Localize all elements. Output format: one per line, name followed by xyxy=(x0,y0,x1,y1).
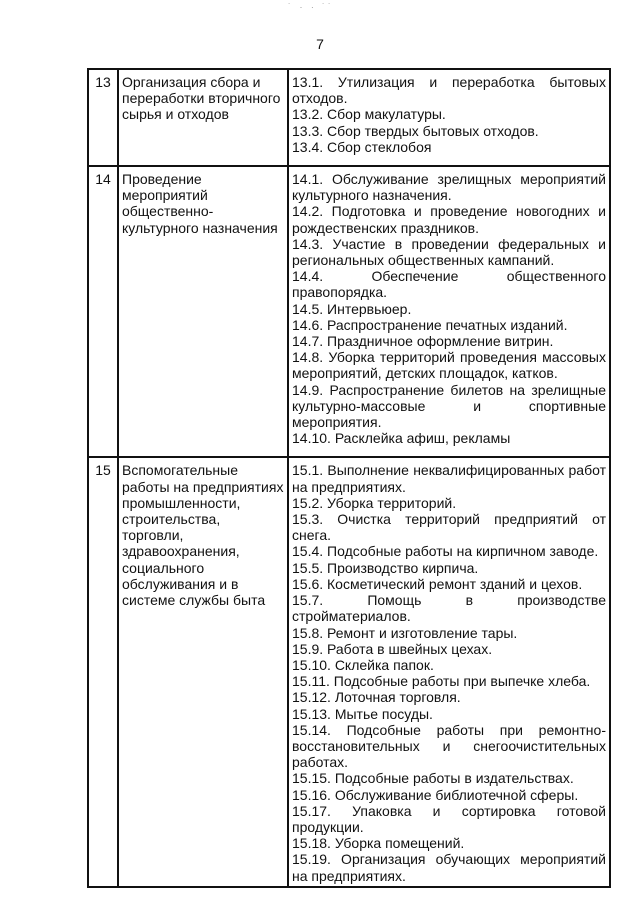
list-item: 15.19. Организация обучающих мероприятий на предприятиях. xyxy=(292,851,606,884)
list-item: 15.9. Работа в швейных цехах. xyxy=(292,640,493,657)
list-item: 13.3. Сбор твердых бытовых отходов. xyxy=(292,122,539,139)
list-item: 15.8. Ремонт и изготовление тары. xyxy=(292,624,518,641)
row-title: Организация сбора и переработки вторичного сырья и отходов xyxy=(118,69,288,166)
row-items xyxy=(288,166,610,457)
list-item: 14.10. Расклейка афиш, рекламы xyxy=(292,430,511,447)
list-item: 15.13. Мытье посуды. xyxy=(292,705,433,722)
table-row xyxy=(88,457,610,886)
cell-padding xyxy=(292,155,606,163)
row-items xyxy=(288,457,610,886)
list-item: 14.3. Участие в проведении федеральных и региональных общественных кампаний. xyxy=(292,235,606,269)
row-items xyxy=(288,69,610,166)
list-item: 15.14. Подсобные работы при ремонтно-восстановительных и снегоочистительных работах. xyxy=(292,721,606,771)
list-item: 14.9. Распространение билетов на зрелищные культурно-массовые и спортивные мероприятия. xyxy=(292,381,606,431)
cell-padding xyxy=(292,446,606,454)
list-item: 15.10. Склейка папок. xyxy=(292,656,434,673)
list-item: 15.1. Выполнение неквалифицированных работ на предприятиях. xyxy=(292,462,606,495)
list-item: 15.6. Косметический ремонт зданий и цехов. xyxy=(292,575,583,592)
row-title: Проведение мероприятий общественно-культурного назначения xyxy=(118,166,288,457)
list-item: 14.4. Обеспечение общественного правопорядка. xyxy=(292,268,606,301)
list-item: 15.12. Лоточная торговля. xyxy=(292,689,461,706)
list-item: 14.7. Праздничное оформление витрин. xyxy=(292,333,554,350)
row-title: Вспомогательные работы на предприятиях промышленности, строительства, торговли, здравоохранения, социального обслуживания и в системе службы быта xyxy=(118,457,288,886)
list-item: 15.11. Подсобные работы при выпечке хлеба. xyxy=(292,673,591,690)
list-item: 13.4. Сбор стеклобоя xyxy=(292,138,432,155)
table-row xyxy=(88,166,610,457)
list-item: 15.17. Упаковка и сортировка готовой продукции. xyxy=(292,802,606,835)
list-item: 14.6. Распространение печатных изданий. xyxy=(292,316,568,333)
list-item: 14.5. Интервьюер. xyxy=(292,300,412,317)
scan-artifact: ˙ · ∙ ˙˙ xyxy=(288,2,334,12)
list-item: 15.2. Уборка территорий. xyxy=(292,494,457,511)
list-item: 14.1. Обслуживание зрелищных мероприятий культурного назначения. xyxy=(292,171,606,204)
activities-table xyxy=(87,68,611,888)
list-item: 15.18. Уборка помещений. xyxy=(292,835,465,852)
list-item: 15.15. Подсобные работы в издательствах. xyxy=(292,770,574,787)
list-item: 14.8. Уборка территорий проведения массовых мероприятий, детских площадок, катков. xyxy=(292,349,606,382)
table-row xyxy=(88,69,610,166)
list-item: 15.7. Помощь в производстве стройматериалов. xyxy=(292,592,606,625)
list-item: 15.3. Очистка территорий предприятий от снега. xyxy=(292,511,606,544)
list-item: 13.1. Утилизация и переработка бытовых отходов. xyxy=(292,74,606,107)
list-item: 13.2. Сбор макулатуры. xyxy=(292,106,446,123)
row-number: 14 xyxy=(88,166,118,457)
page-number: 7 xyxy=(316,36,324,52)
list-item: 15.16. Обслуживание библиотечной сферы. xyxy=(292,786,579,803)
list-item: 15.4. Подсобные работы на кирпичном заводе. xyxy=(292,543,599,560)
row-number: 15 xyxy=(88,457,118,886)
list-item: 15.5. Производство кирпича. xyxy=(292,559,479,576)
list-item: 14.2. Подготовка и проведение новогодних и рождественских праздников. xyxy=(292,203,606,236)
row-number: 13 xyxy=(88,69,118,166)
